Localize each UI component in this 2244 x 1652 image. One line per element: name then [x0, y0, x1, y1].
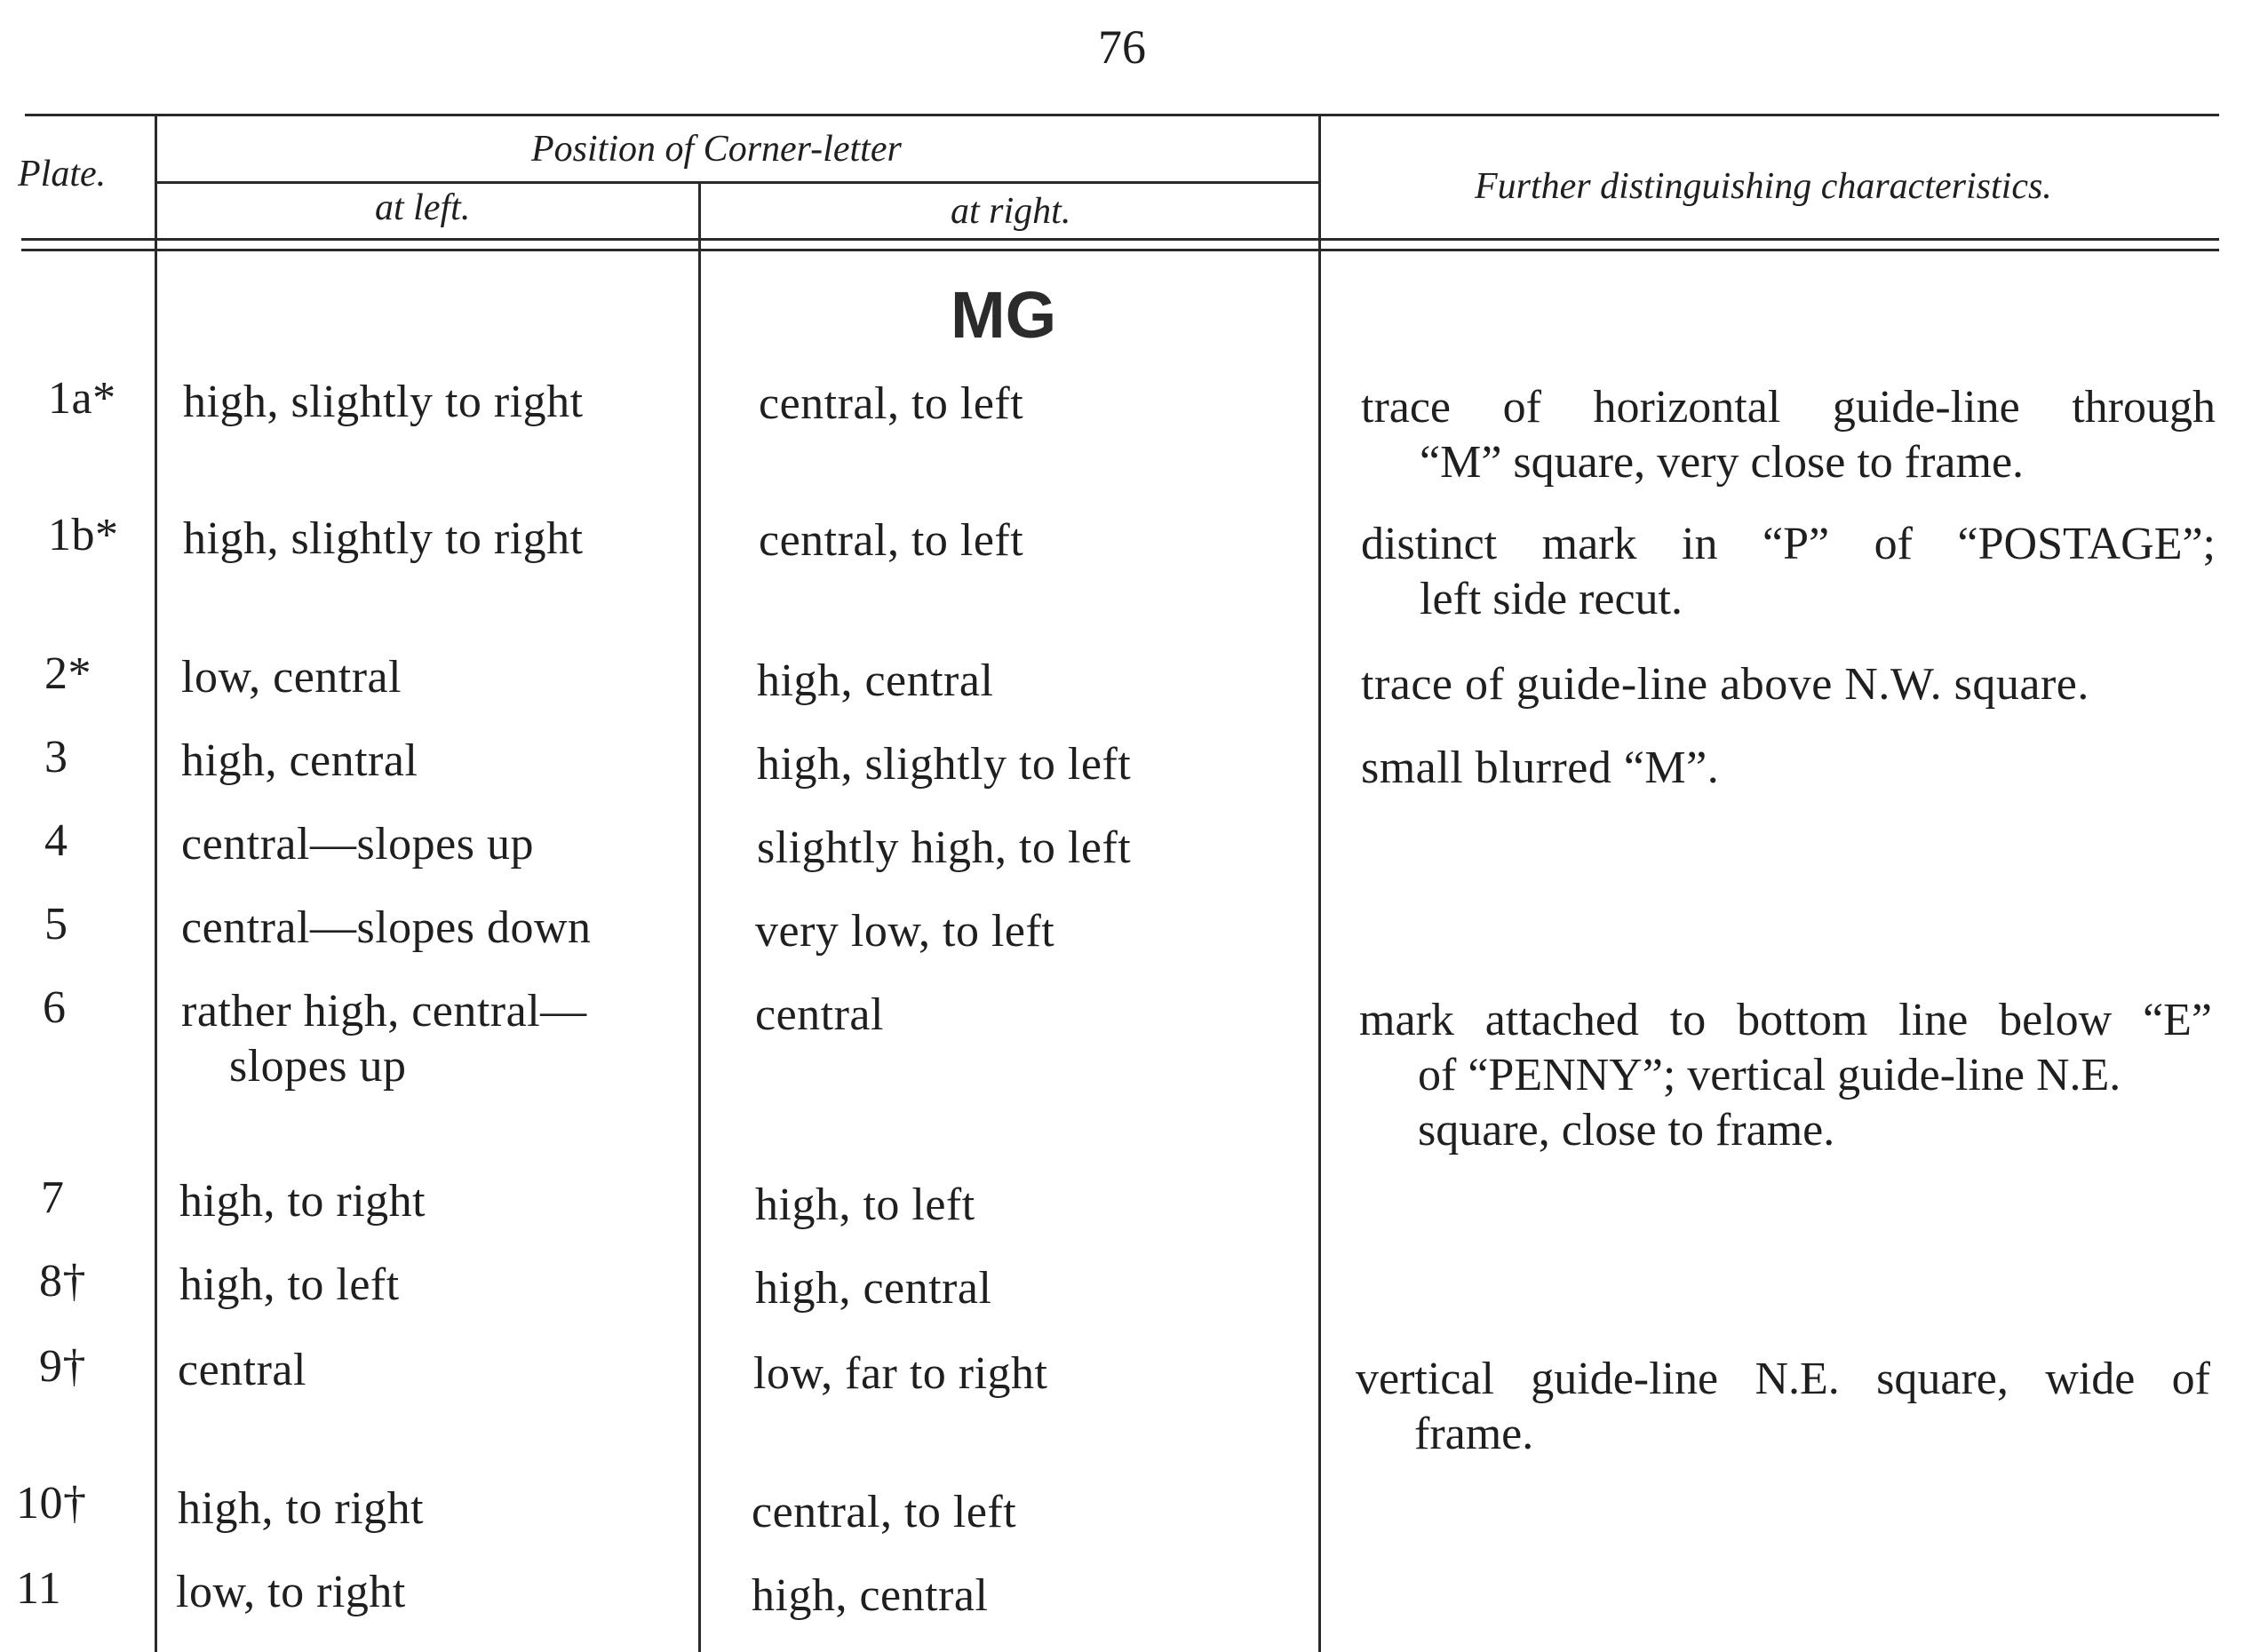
- right-position-cell: high, central: [757, 655, 994, 706]
- left-position-cell: high, central: [181, 735, 418, 786]
- description-cell: [1361, 380, 2216, 490]
- section-title: MG: [951, 278, 1057, 352]
- left-position-cell: high, slightly to right: [183, 377, 584, 427]
- header-at-right: at right.: [951, 191, 1071, 232]
- subheader-rule: [156, 181, 1320, 184]
- header-plate: Plate.: [18, 154, 107, 195]
- right-position-cell: central, to left: [752, 1487, 1017, 1537]
- right-position-cell: high, slightly to left: [757, 739, 1132, 790]
- header-at-left: at left.: [375, 187, 471, 228]
- description-cell: [1361, 517, 2216, 627]
- description-line: vertical guide-line N.E. square, wide of: [1356, 1354, 2210, 1404]
- header-bottom-rule-2: [21, 249, 2219, 251]
- right-position-cell: slightly high, to left: [757, 822, 1132, 873]
- right-position-cell: low, far to right: [753, 1348, 1048, 1399]
- description-line: left side recut.: [1420, 574, 1683, 624]
- left-position-cell: high, to right: [179, 1176, 426, 1227]
- left-position-cell: low, central: [181, 652, 402, 703]
- right-position-cell: central, to left: [759, 515, 1024, 566]
- left-position-cell: high, to right: [178, 1483, 425, 1534]
- left-position-cell: central: [178, 1345, 306, 1395]
- plate-cell: 9†: [39, 1341, 86, 1392]
- left-position-cell: high, to left: [179, 1259, 400, 1310]
- plate-cell: 11: [16, 1563, 62, 1614]
- left-position-cell: low, to right: [176, 1567, 406, 1617]
- left-position-cell: high, slightly to right: [183, 513, 584, 564]
- right-position-cell: central, to left: [759, 378, 1024, 429]
- description-cell: small blurred “M”.: [1361, 743, 1720, 793]
- left-position-cell: central—slopes down: [181, 902, 592, 953]
- plate-cell: 2*: [44, 648, 92, 699]
- header-bottom-rule-1: [21, 238, 2219, 241]
- description-line: trace of horizontal guide-line through: [1361, 382, 2216, 433]
- plate-cell: 4: [44, 815, 68, 866]
- right-position-cell: central: [755, 989, 884, 1040]
- left-position-cell-continued: slopes up: [229, 1041, 407, 1092]
- description-cell: [1356, 1352, 2210, 1462]
- description-line: mark attached to bottom line below “E”: [1359, 995, 2212, 1045]
- table-top-rule: [25, 114, 2219, 116]
- right-position-cell: high, central: [752, 1570, 989, 1621]
- right-position-cell: high, central: [755, 1263, 992, 1314]
- page-number: 76: [1098, 20, 1146, 74]
- plate-cell: 8†: [39, 1256, 86, 1307]
- plate-cell: 7: [41, 1172, 65, 1223]
- plate-cell: 10†: [16, 1478, 87, 1529]
- right-position-cell: high, to left: [755, 1179, 975, 1230]
- description-line: distinct mark in “P” of “POSTAGE”;: [1361, 519, 2216, 569]
- right-position-cell: very low, to left: [755, 906, 1055, 957]
- description-cell: trace of guide-line above N.W. square.: [1361, 659, 2089, 710]
- header-position-group: Position of Corner-letter: [531, 129, 902, 170]
- plate-cell: 1a*: [48, 373, 116, 424]
- plate-cell: 5: [44, 899, 68, 949]
- left-position-cell: rather high, central—: [181, 986, 587, 1036]
- description-line: “M” square, very close to frame.: [1420, 437, 2025, 488]
- column-divider-2: [698, 183, 701, 1652]
- plate-cell: 6: [43, 982, 67, 1033]
- plate-cell: 1b*: [48, 510, 119, 560]
- description-cell: [1359, 993, 2212, 1158]
- description-line: square, close to frame.: [1418, 1105, 1835, 1156]
- column-divider-3: [1318, 115, 1321, 1652]
- header-further: Further distinguishing characteristics.: [1475, 166, 2052, 207]
- description-line: frame.: [1414, 1409, 1534, 1459]
- description-line: of “PENNY”; vertical guide-line N.E.: [1418, 1050, 2121, 1100]
- plate-cell: 3: [44, 732, 68, 782]
- left-position-cell: central—slopes up: [181, 819, 534, 870]
- column-divider-1: [155, 114, 157, 1652]
